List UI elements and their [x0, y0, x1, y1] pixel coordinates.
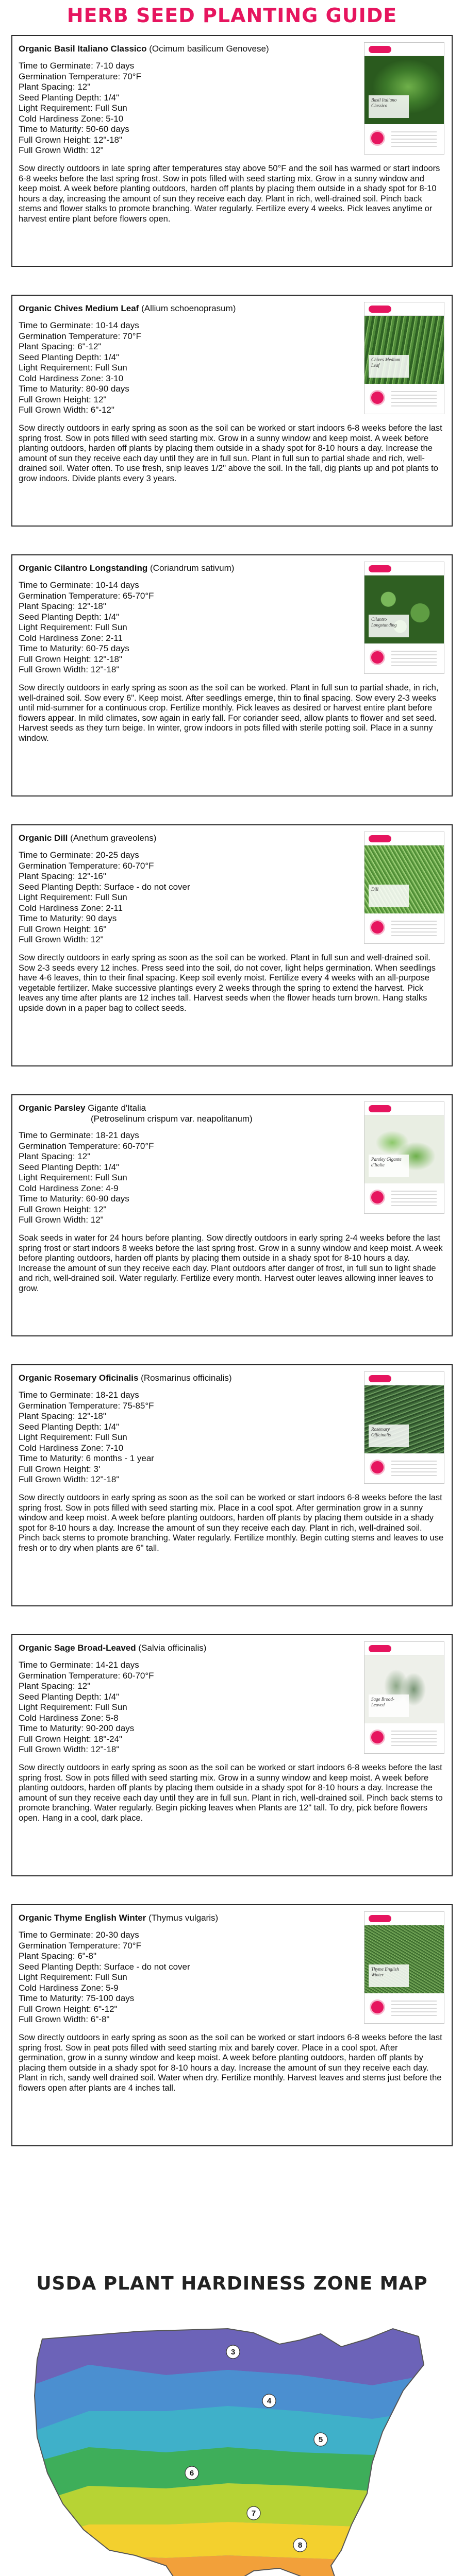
- brand-logo-icon: [369, 835, 391, 842]
- guide-title: HERB SEED PLANTING GUIDE: [67, 4, 397, 27]
- brand-logo-icon: [369, 1105, 391, 1112]
- herb-card-parsley: [11, 1094, 453, 1336]
- seed-packet-image: Cilantro Longstanding: [364, 562, 444, 674]
- herb-description: Sow directly outdoors in early spring as soon as the soil can be worked or start indoors 6-8 weeks before the last spring frost. Sow in peat pots filled with seed starting mix and barely cover. Place in a cool spot. After germination, grow in a sunny window and keep moist. A week before planting outdoors, harden off plants by placing them outside in a shady spot for 8-10 hours a day. Increase the amount of sun they receive each day. Plant in rich, sandy well drained soil. Water when dry. Fertilize monthly. Harvest leaves and stems just before the flowers open after plants are 4 inches tall.: [19, 2033, 442, 2093]
- brand-logo-icon: [369, 1375, 391, 1382]
- herb-card-rosemary: [11, 1364, 453, 1606]
- herb-name: Organic Rosemary Oficinalis (Rosmarinus officinalis): [19, 1373, 232, 1383]
- herb-description: Sow directly outdoors in early spring as soon as the soil can be worked. Plant in full sun to partial shade, in rich, well-drained soil. Sow every 6". Keep moist. After seedlings emerge, thin to final spacing. Sow every 2-3 weeks until mid-summer for a continuous crop. Fertilize monthly. Pick leaves as desired or harvest entire plant before flowers appear. In mild climates, sow again in early fall. For coriander seed, allow plants to flower and set seed. Harvest seeds as they turn beige. In winter, grow indoors in pots filled with sterile potting soil. Place in a sunny window.: [19, 683, 439, 743]
- herb-specs: Time to Germinate: 10-14 days Germination Temperature: 70°F Plant Spacing: 6"-12" Seed Planting Depth: 1/4" Light Requirement: Full Sun Cold Hardiness Zone: 3-10 Time to Maturity: 80-90 days Full Grown Height: 12" Full Grown Width: 6"-12": [19, 320, 141, 415]
- organic-badge-icon: [370, 1999, 385, 2015]
- organic-badge-icon: [370, 130, 385, 146]
- herb-name: Organic Cilantro Longstanding (Coriandrum sativum): [19, 563, 235, 573]
- herb-name: Organic Dill (Anethum graveolens): [19, 833, 157, 843]
- organic-badge-icon: [370, 920, 385, 935]
- herb-specs: Time to Germinate: 10-14 days Germination Temperature: 65-70°F Plant Spacing: 12"-18" Seed Planting Depth: 1/4" Light Requirement: Full Sun Cold Hardiness Zone: 2-11 Time to Maturity: 60-75 days Full Grown Height: 12"-18" Full Grown Width: 12"-18": [19, 580, 154, 674]
- hardiness-zone-map: [11, 2308, 453, 2576]
- herb-name: Organic Sage Broad-Leaved (Salvia officinalis): [19, 1643, 207, 1653]
- herb-name: Organic Parsley Gigante d'Italia (Petroselinum crispum var. neapolitanum): [19, 1103, 253, 1124]
- brand-logo-icon: [369, 1645, 391, 1652]
- seed-packet-image: Dill: [364, 832, 444, 944]
- herb-card-dill: [11, 824, 453, 1066]
- map-title: USDA PLANT HARDINESS ZONE MAP: [36, 2273, 428, 2294]
- brand-logo-icon: [369, 46, 391, 53]
- herb-description: Sow directly outdoors in early spring as soon as the soil can be worked or start indoors 6-8 weeks before the last spring frost. Sow in pots filled with seed starting mix. Grow in a sunny window and keep moist. A week before planting outdoors, harden off plants by placing them outside in a shady spot for 8-10 hours a day. Increase the amount of sun they receive each day until they are in full sun. Plant in rich, well-drained soil. Pinch back stems to promote branching. Water regularly. Begin picking leaves when Plants are 12" tall. To dry, pick before flowers open. Hang in a cool, dark place.: [19, 1763, 443, 1823]
- zone-label: 6: [189, 2469, 194, 2478]
- seed-packet-image: Thyme English Winter: [364, 1911, 444, 2024]
- herb-card-thyme: [11, 1904, 453, 2146]
- seed-packet-image: Rosemary Officinalis: [364, 1371, 444, 1484]
- organic-badge-icon: [370, 1460, 385, 1475]
- herb-card-basil: [11, 35, 453, 267]
- brand-logo-icon: [369, 306, 391, 313]
- organic-badge-icon: [370, 650, 385, 665]
- organic-badge-icon: [370, 1190, 385, 1205]
- herb-name: Organic Chives Medium Leaf (Allium schoenoprasum): [19, 303, 236, 313]
- seed-packet-image: Sage Broad-Leaved: [364, 1641, 444, 1754]
- herb-card-chives: [11, 295, 453, 527]
- herb-specs: Time to Germinate: 7-10 days Germination Temperature: 70°F Plant Spacing: 12" Seed Planting Depth: 1/4" Light Requirement: Full Sun Cold Hardiness Zone: 5-10 Time to Maturity: 50-60 days Full Grown Height: 12"-18" Full Grown Width: 12": [19, 61, 141, 155]
- zone-label: 5: [318, 2435, 323, 2444]
- seed-packet-image: Parsley Gigante d'Italia: [364, 1101, 444, 1214]
- herb-specs: Time to Germinate: 18-21 days Germination Temperature: 60-70°F Plant Spacing: 12" Seed Planting Depth: 1/4" Light Requirement: Full Sun Cold Hardiness Zone: 4-9 Time to Maturity: 60-90 days Full Grown Height: 12" Full Grown Width: 12": [19, 1130, 154, 1225]
- herb-specs: Time to Germinate: 14-21 days Germination Temperature: 60-70°F Plant Spacing: 12" Seed Planting Depth: 1/4" Light Requirement: Full Sun Cold Hardiness Zone: 5-8 Time to Maturity: 90-200 days Full Grown Height: 18"-24" Full Grown Width: 12"-18": [19, 1660, 154, 1754]
- herb-name: Organic Basil Italiano Classico (Ocimum basilicum Genovese): [19, 44, 269, 54]
- herb-description: Sow directly outdoors in early spring as soon as the soil can be worked. Plant in full sun and well-drained soil. Sow 2-3 seeds every 12 inches. Press seed into the soil, do not cover, light helps germination. When seedlings have 4-6 leaves, thin to their final spacing. Keep soil evenly moist. Fertilize every 4 weeks with an all-purpose vegetable fertilizer. Make successive plantings every 2 weeks through the spring to extend the harvest. Pick leaves any time after plants are 12 inches tall. Harvest seeds when the flower heads turn brown. Hang stalks upside down in a paper bag to collect seeds.: [19, 953, 436, 1013]
- herb-name: Organic Thyme English Winter (Thymus vulgaris): [19, 1913, 219, 1923]
- seed-packet-image: Chives Medium Leaf: [364, 302, 444, 414]
- brand-logo-icon: [369, 1915, 391, 1922]
- herb-specs: Time to Germinate: 18-21 days Germination Temperature: 75-85°F Plant Spacing: 12"-18" Seed Planting Depth: 1/4" Light Requirement: Full Sun Cold Hardiness Zone: 7-10 Time to Maturity: 6 months - 1 year Full Grown Height: 3' Full Grown Width: 12"-18": [19, 1390, 154, 1484]
- zone-label: 7: [251, 2509, 256, 2518]
- zone-label: 3: [230, 2348, 236, 2357]
- organic-badge-icon: [370, 390, 385, 405]
- herb-specs: Time to Germinate: 20-30 days Germination Temperature: 70°F Plant Spacing: 6"-8" Seed Planting Depth: Surface - do not cover Light Requirement: Full Sun Cold Hardiness Zone: 5-9 Time to Maturity: 75-100 days Full Grown Height: 6"-12" Full Grown Width: 6"-8": [19, 1930, 190, 2024]
- seed-packet-image: Basil Italiano Classico: [364, 42, 444, 155]
- organic-badge-icon: [370, 1730, 385, 1745]
- herb-description: Sow directly outdoors in late spring after temperatures stay above 50°F and the soil has warmed or start indoors 6-8 weeks before the last spring frost. Sow in pots filled with seed starting mix. Grow in a sunny window and keep moist. A week before planting outdoors, harden off plants by placing them outside in a shady spot for 8-10 hours a day, increasing the amount of sun they receive each day. Plant in rich, well-drained soil. Pinch back stems and flower stalks to promote branching. Water regularly. Fertilize every 4 weeks. Pick leaves anytime or harvest entire plant before flowers open.: [19, 164, 440, 224]
- herb-card-cilantro: [11, 554, 453, 796]
- zone-label: 8: [297, 2541, 303, 2550]
- herb-description: Sow directly outdoors in early spring as soon as the soil can be worked or start indoors 6-8 weeks before the last spring frost. Sow in pots filled with seed starting mix. Grow in a sunny window and keep moist. A week before planting outdoors, harden off plants by placing them outside in a shady spot for 8-10 hours a day. Increase the amount of sun they receive each day until they are in full sun. Plant in full sun to partial shade and rich, well-drained soil. Water often. To use fresh, snip leaves 1/2" above the soil. In the fall, dig plants up and pot plants to grow indoors. Divide plants every 3 years.: [19, 423, 442, 483]
- herb-description: Soak seeds in water for 24 hours before planting. Sow directly outdoors in early spring 2-4 weeks before the last spring frost or start indoors 8 weeks before the last spring frost. Grow in a sunny window and keep moist. A week before planting outdoors, harden off plants by placing them outside in a shady spot for 8-10 hours a day. Increase the amount of sun they receive each day. Plant outdoors after danger of frost, in full sun to light shade and rich, well-drained soil. Water regularly. Fertilize every month. Harvest outer leaves allowing inner leaves to grow.: [19, 1233, 443, 1293]
- herb-specs: Time to Germinate: 20-25 days Germination Temperature: 60-70°F Plant Spacing: 12"-16" Seed Planting Depth: Surface - do not cover Light Requirement: Full Sun Cold Hardiness Zone: 2-11 Time to Maturity: 90 days Full Grown Height: 16" Full Grown Width: 12": [19, 850, 190, 944]
- brand-logo-icon: [369, 565, 391, 572]
- zone-9-band: [32, 2555, 453, 2576]
- herb-description: Sow directly outdoors in early spring as soon as the soil can be worked or start indoors 6-8 weeks before the last spring frost. Sow in pots filled with seed starting mix. Place in a cool spot. After germination grow in a sunny window and keep moist. A week before planting outdoors, harden off plants by placing them outside in a shady spot for 8-10 hours a day. Increase the amount of sun they receive each day. Plant in rich, well-drained soil. Pinch back stems to promote branching. Water regularly. Fertilize monthly. Begin cutting stems and leaves to use fresh or to dry when plants are 6" tall.: [19, 1493, 444, 1553]
- herb-card-sage: [11, 1634, 453, 1876]
- zone-label: 4: [267, 2397, 272, 2405]
